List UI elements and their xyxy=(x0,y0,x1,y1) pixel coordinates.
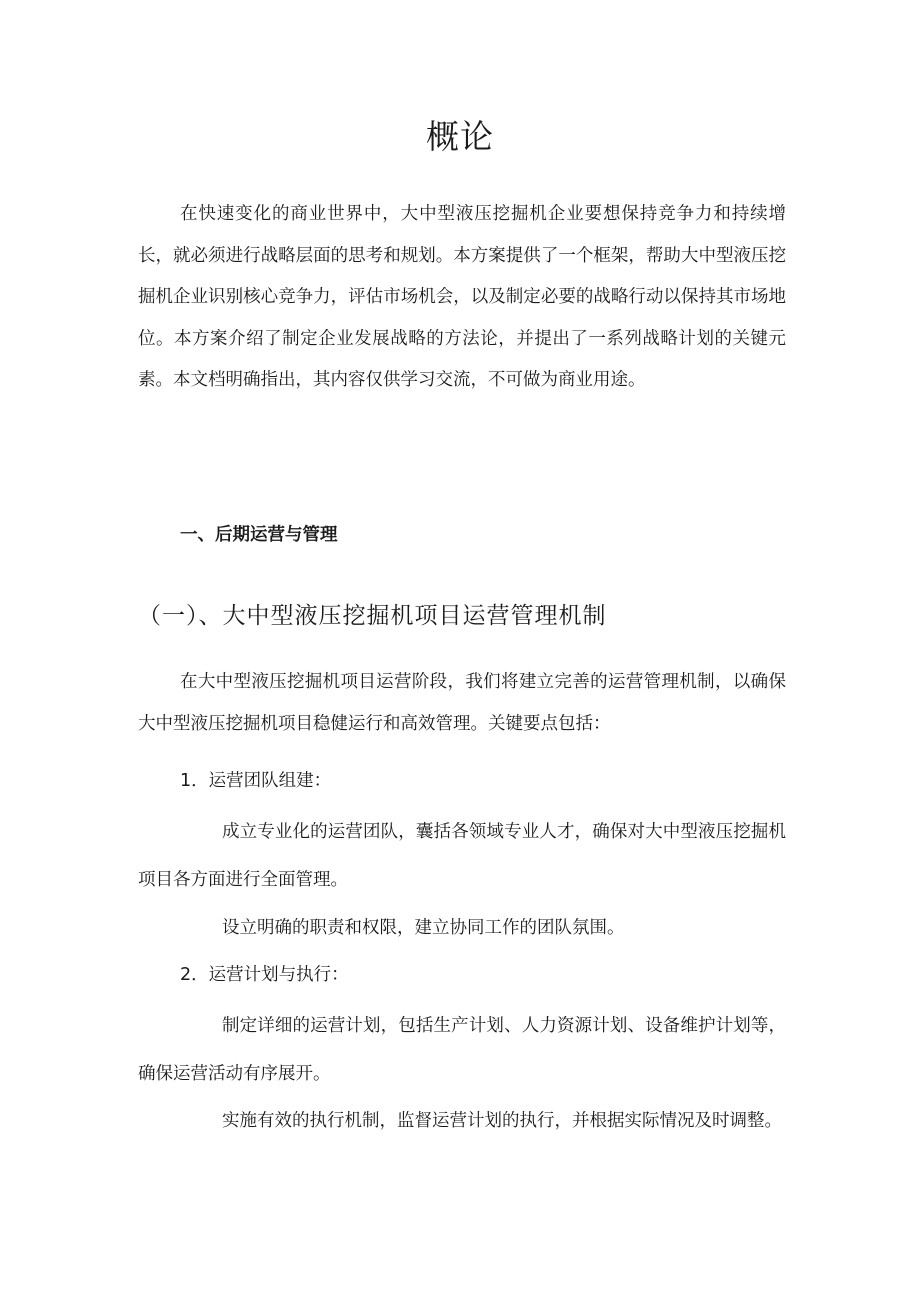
document-title: 概论 xyxy=(426,117,494,156)
body-paragraph: 在大中型液压挖掘机项目运营阶段，我们将建立完善的运营管理机制，以确保大中型液压挖掘机项目稳健运行和高效管理。关键要点包括： xyxy=(138,672,786,734)
list-title-2: 2．运营计划与执行： xyxy=(180,965,349,985)
list-item-1-2: 设立明确的职责和权限，建立协同工作的团队氛围。 xyxy=(222,918,625,938)
section-heading: 一、后期运营与管理 xyxy=(180,525,338,545)
list-title-1: 1．运营团队组建： xyxy=(180,771,332,791)
sub-heading: （一）、大中型液压挖掘机项目运营管理机制 xyxy=(138,603,607,629)
list-item-2-2: 实施有效的执行机制，监督运营计划的执行，并根据实际情况及时调整。 xyxy=(222,1111,782,1131)
list-item-1-1: 成立专业化的运营团队，囊括各领域专业人才，确保对大中型液压挖掘机项目各方面进行全面管理。 xyxy=(138,822,786,890)
intro-paragraph: 在快速变化的商业世界中，大中型液压挖掘机企业要想保持竞争力和持续增长，就必须进行战略层面的思考和规划。本方案提供了一个框架，帮助大中型液压挖掘机企业识别核心竞争力，评估市场机会，以及制定必要的战略行动以保持其市场地位。本方案介绍了制定企业发展战略的方法论，并提出了一系列战略计划的关键元素。本文档明确指出，其内容仅供学习交流，不可做为商业用途。 xyxy=(138,204,786,390)
list-item-2-1: 制定详细的运营计划，包括生产计划、人力资源计划、设备维护计划等，确保运营活动有序展开。 xyxy=(138,1016,786,1084)
